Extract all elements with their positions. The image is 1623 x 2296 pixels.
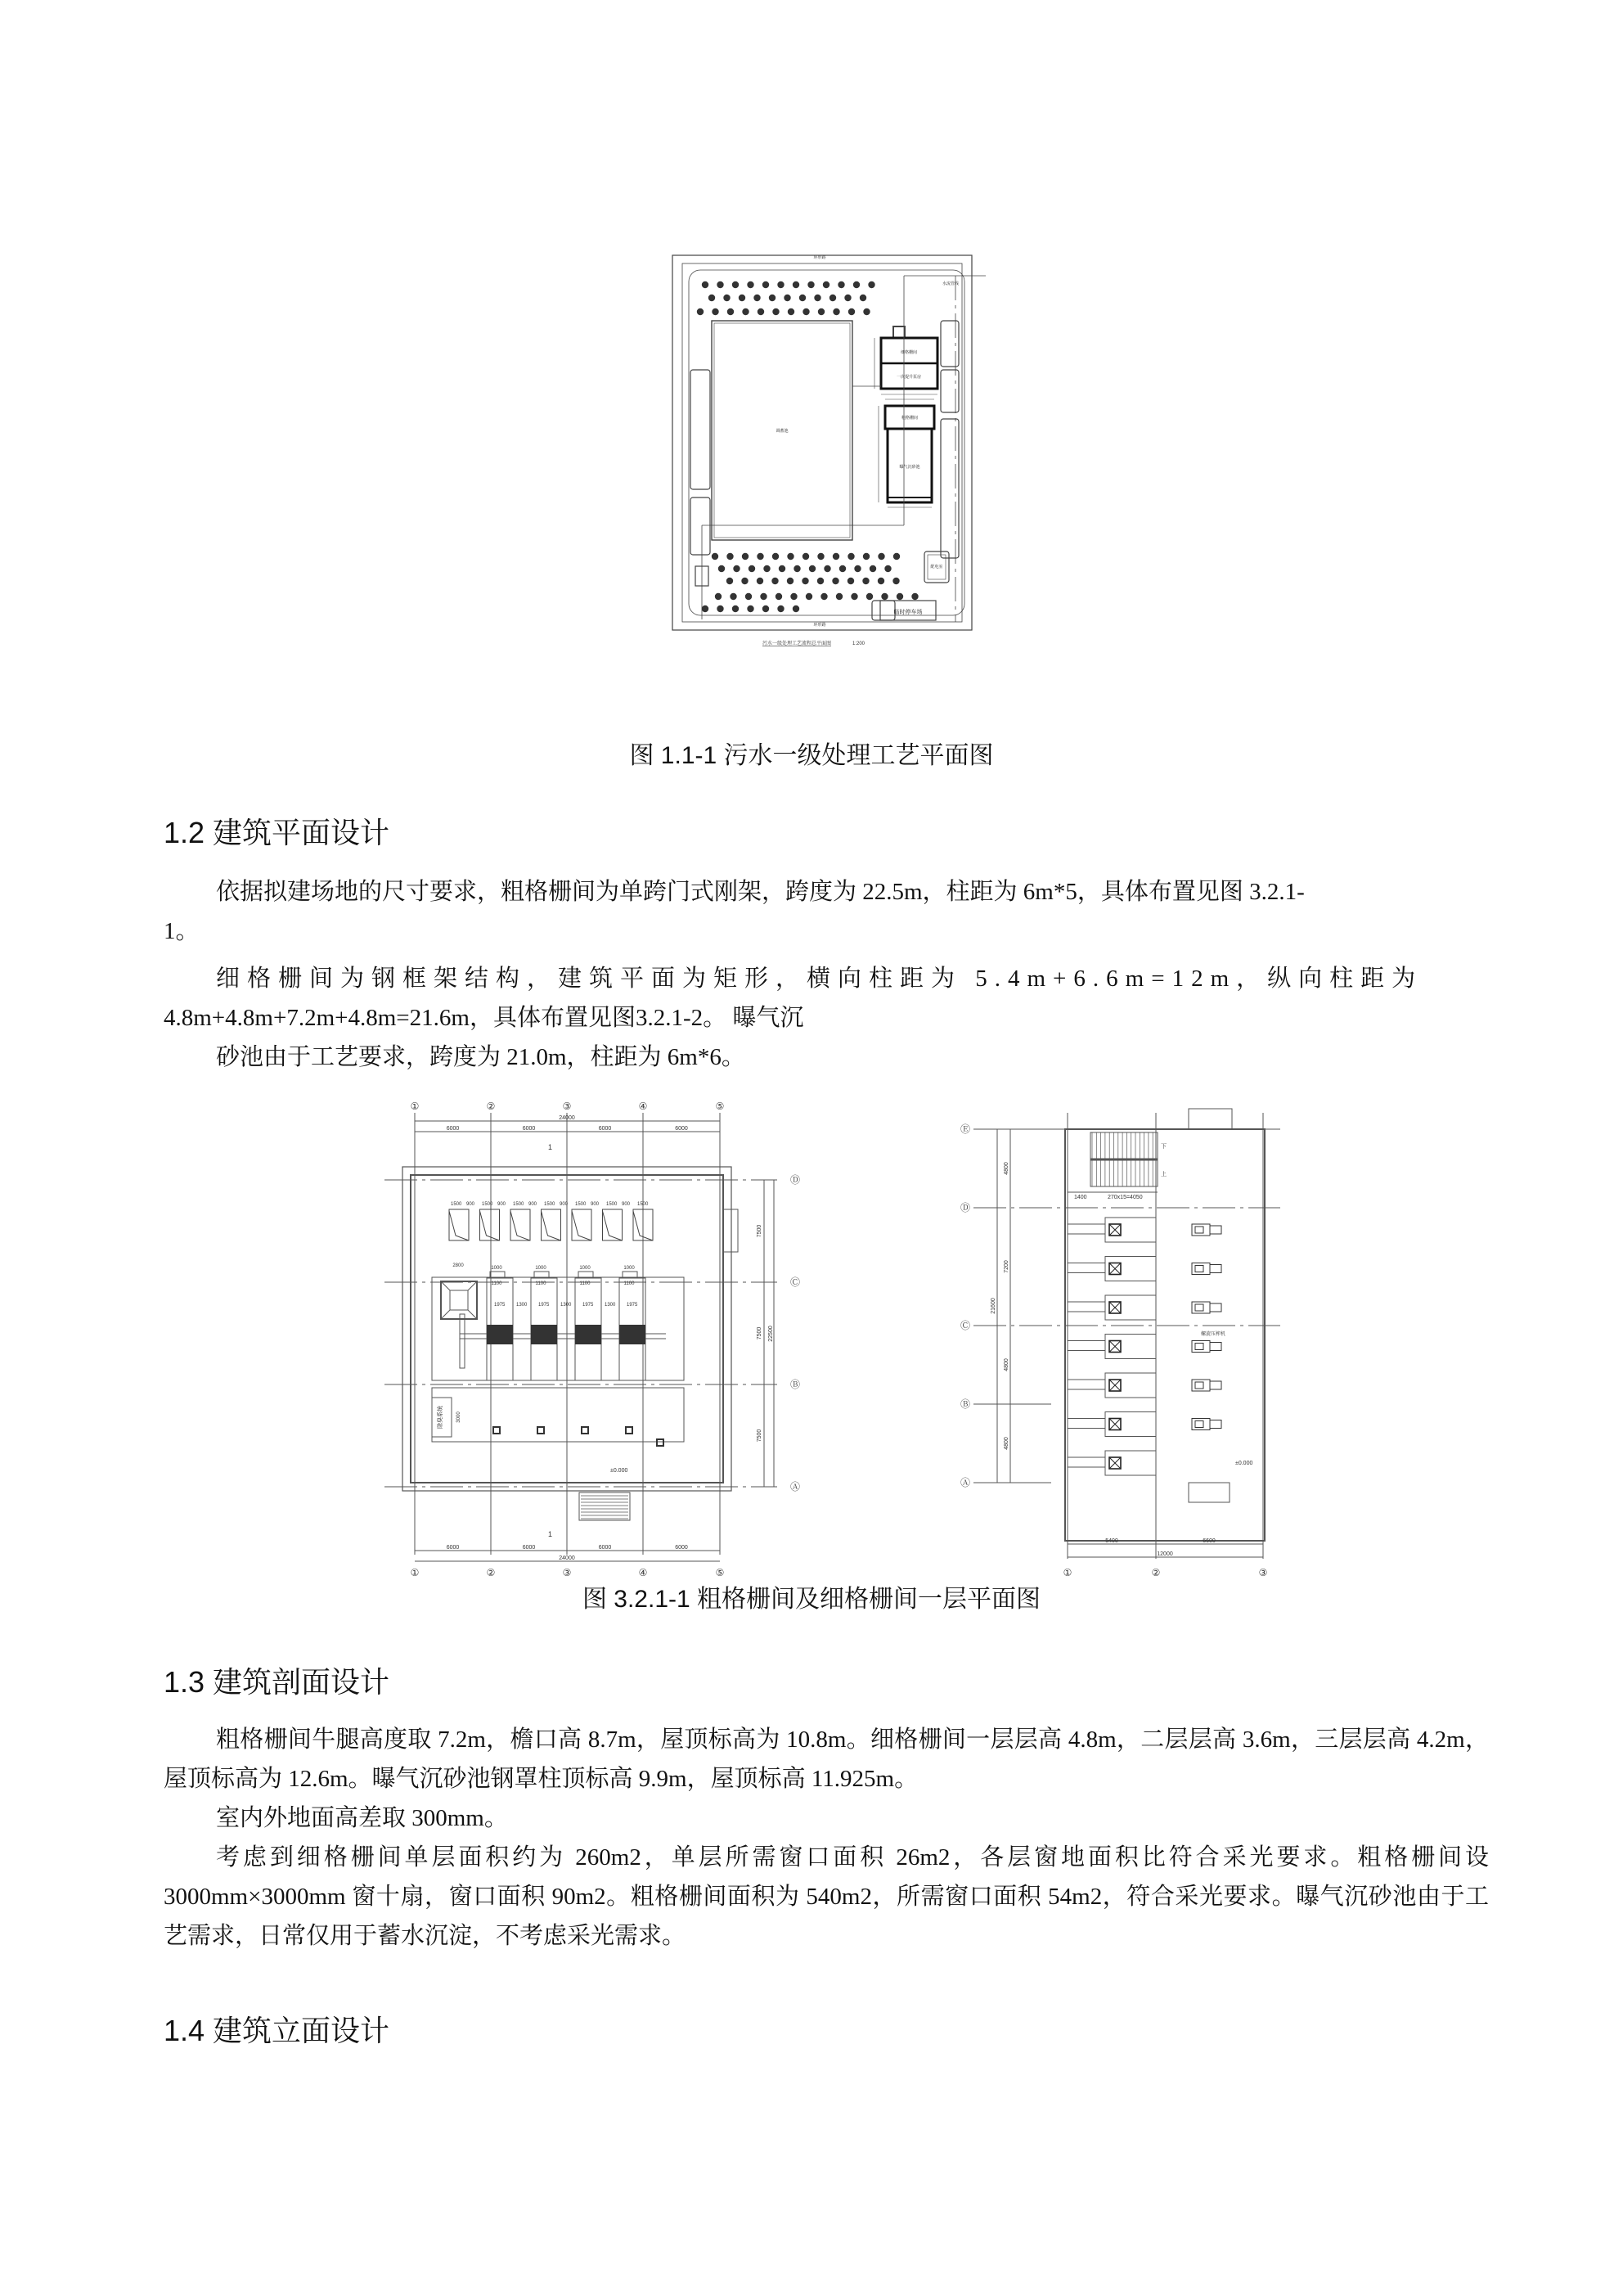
- dim-total: 24000: [559, 1115, 575, 1121]
- screen-unit: [1105, 1412, 1156, 1437]
- label-coarse-grid-room: 粗格栅间: [901, 416, 919, 421]
- tree-icon: [726, 553, 733, 560]
- tree-icon: [793, 606, 799, 612]
- pump-icon: [1192, 1263, 1221, 1275]
- section-heading-1-2: 1.2 建筑平面设计: [164, 816, 390, 849]
- tree-icon: [817, 578, 824, 584]
- tree-icon: [715, 593, 722, 600]
- screen-rack: [575, 1325, 601, 1344]
- tree-icon: [863, 308, 870, 315]
- side-door: [723, 1209, 738, 1252]
- tree-icon: [844, 295, 851, 301]
- tree-icon: [741, 578, 748, 584]
- tree-icon: [884, 565, 891, 572]
- left-green-strip-2: [690, 497, 710, 555]
- dim-total: 24000: [559, 1555, 575, 1561]
- label-ring-road-bottom: 环形路: [813, 623, 826, 628]
- tree-icon: [847, 553, 854, 560]
- screen-box-icon: [1109, 1224, 1121, 1236]
- axis-label-left: Ⓔ: [960, 1123, 971, 1135]
- screen-unit: [1105, 1451, 1156, 1475]
- tree-icon: [836, 593, 843, 600]
- tree-icon: [777, 606, 784, 612]
- tree-icon: [757, 553, 763, 560]
- paragraph-1-3-c: 考虑到细格栅间单层面积约为 260m2，单层所需窗口面积 26m2，各层窗地面积比符合采光要求。粗格栅间设 3000mm×3000mm 窗十扇，窗口面积 90m2。粗格栅间面积为 540m2，所需窗口面积 54m2，符合采光要求。曝气沉砂池由于工艺需求，日常仅用于蓄水沉淀，不考虑采光需求。: [164, 1844, 1489, 1949]
- dim-row: 4800: [1004, 1437, 1009, 1450]
- coarse-grid-drawing: [384, 1088, 843, 1579]
- fine-grid-drawing: [957, 1088, 1317, 1579]
- screw-press: [1189, 1483, 1230, 1502]
- dim-bay: 6000: [675, 1126, 688, 1132]
- label-main-pool: 调蓄池: [776, 429, 789, 434]
- tree-icon: [833, 553, 839, 560]
- paragraph-1-2-b: 细格栅间为钢框架结构，建筑平面为矩形，横向柱距为 5.4m+6.6m=12m，纵向柱距为: [216, 966, 1423, 992]
- tree-icon: [788, 308, 794, 315]
- dim-channel: 1975: [627, 1303, 638, 1308]
- tree-icon: [868, 281, 874, 288]
- tree-icon: [818, 308, 825, 315]
- tree-icon: [848, 308, 855, 315]
- column-icon: [657, 1439, 663, 1446]
- dim-channel: 1975: [494, 1303, 506, 1308]
- tree-icon: [762, 606, 769, 612]
- tree-icon: [758, 308, 764, 315]
- screen-unit: [1105, 1373, 1156, 1398]
- tree-icon: [772, 308, 779, 315]
- screen-box-icon: [1109, 1302, 1121, 1313]
- dim-window: 900: [528, 1202, 537, 1207]
- tree-icon: [790, 593, 797, 600]
- section-heading-1-4: 1.4 建筑立面设计: [164, 2014, 390, 2047]
- tree-icon: [803, 308, 809, 315]
- dim-bay: 6000: [522, 1126, 536, 1132]
- dim-window: 1500: [513, 1202, 524, 1207]
- pump-icon: [1192, 1341, 1221, 1353]
- tree-icon: [747, 606, 753, 612]
- figure-2-caption: 图 3.2.1-1 粗格栅间及细格栅间一层平面图: [582, 1586, 1041, 1613]
- sewage-well: [893, 326, 905, 338]
- dim-window: 900: [497, 1202, 506, 1207]
- tree-icon: [897, 593, 903, 600]
- tree-icon: [760, 593, 767, 600]
- paragraph-1-3-b: 室内外地面高差取 300mm。: [216, 1805, 508, 1831]
- axis-label-right: Ⓓ: [790, 1174, 801, 1186]
- dim-bay: 6000: [598, 1545, 612, 1551]
- screen-rack: [487, 1325, 513, 1344]
- dim-channel: 1300: [605, 1303, 616, 1308]
- window: [480, 1209, 500, 1240]
- entrance-stair: [579, 1492, 630, 1520]
- window-swing: [572, 1211, 591, 1240]
- label-pump-room: 一次提升泵房: [896, 375, 922, 380]
- dim-window: 1500: [606, 1202, 618, 1207]
- tree-icon: [717, 606, 723, 612]
- dim-bay: 6000: [522, 1545, 536, 1551]
- tree-icon: [776, 593, 782, 600]
- tree-icon: [718, 565, 725, 572]
- axis-label-left: Ⓒ: [960, 1320, 971, 1331]
- dim-bay: 6000: [598, 1126, 612, 1132]
- axis-label-bottom: ④: [638, 1567, 648, 1578]
- tree-icon: [730, 593, 736, 600]
- axis-label-bottom: ②: [486, 1567, 496, 1578]
- tree-icon: [862, 578, 869, 584]
- tree-icon: [732, 281, 739, 288]
- label-temp-parking: 临时停车场: [893, 610, 923, 615]
- stair-down: 下: [1161, 1144, 1167, 1150]
- tree-icon: [838, 281, 844, 288]
- figure-coarse-grid-plan: [384, 1088, 843, 1579]
- tree-icon: [712, 308, 718, 315]
- fine-outer-wall: [1065, 1129, 1265, 1541]
- tree-icon: [853, 281, 860, 288]
- paragraph-1-2-c: 砂池由于工艺要求，跨度为 21.0m，柱距为 6m*6。: [216, 1044, 745, 1070]
- window: [542, 1209, 561, 1240]
- dim-bay: 6000: [446, 1126, 460, 1132]
- window-swing: [510, 1211, 530, 1240]
- dim-gate-b: 1100: [623, 1281, 635, 1286]
- site-plan-drawing: [664, 247, 988, 746]
- tree-icon: [757, 578, 763, 584]
- tree-icon: [733, 565, 740, 572]
- drawing-scale: 1:200: [852, 642, 865, 646]
- tree-icon: [814, 295, 820, 301]
- window: [603, 1209, 623, 1240]
- tree-icon: [817, 553, 824, 560]
- axis-label-top: ③: [562, 1101, 572, 1112]
- tree-icon: [892, 578, 899, 584]
- paragraph-1-2-b-cont: 4.8m+4.8m+7.2m+4.8m=21.6m，具体布置见图3.2.1-2。 曝气沉: [164, 1005, 804, 1031]
- section-heading-1-3: 1.3 建筑剖面设计: [164, 1665, 390, 1699]
- tree-icon: [769, 295, 776, 301]
- label-fine-grid-room: 细格栅间: [900, 350, 918, 355]
- tree-icon: [742, 308, 749, 315]
- label-water-pipe: 水流管线: [942, 281, 960, 286]
- dim-bay: 6000: [446, 1545, 460, 1551]
- tree-icon: [702, 281, 708, 288]
- dim-stair: 270x15=4050: [1108, 1195, 1143, 1200]
- tree-icon: [732, 606, 739, 612]
- window-row: [449, 1209, 653, 1240]
- paragraph-1-3-a: 粗格栅间牛腿高度取 7.2m，檐口高 8.7m，屋顶标高为 10.8m。细格栅间一层层高 4.8m，二层层高 3.6m，三层层高 4.2m，屋顶标高为 12.6m。曝气沉砂池钢罩柱顶标高 9.9m，屋顶标高 11.925m。: [164, 1727, 1489, 1792]
- dim-stair: 1400: [1074, 1195, 1087, 1200]
- tree-icon: [854, 565, 861, 572]
- tree-icon: [820, 593, 827, 600]
- tree-icon: [870, 565, 876, 572]
- elevation-mark: ±0.000: [610, 1468, 628, 1474]
- pump-icon: [1192, 1419, 1221, 1430]
- dim-gate: 1000: [535, 1266, 546, 1271]
- tree-icon: [708, 295, 715, 301]
- dim-window: 1500: [575, 1202, 587, 1207]
- dim-window: 1500: [482, 1202, 493, 1207]
- screen-unit: [1105, 1295, 1156, 1320]
- dim-gate: 1000: [579, 1266, 591, 1271]
- tree-rows: [697, 281, 922, 612]
- dim-bay-x: 6600: [1203, 1538, 1216, 1544]
- axis-label-bottom: ⑤: [715, 1567, 725, 1578]
- dim-hopper: 2800: [452, 1263, 464, 1268]
- dim-gate: 1000: [623, 1266, 635, 1271]
- screen-box-icon: [1109, 1457, 1121, 1469]
- tree-icon: [772, 553, 779, 560]
- tree-icon: [739, 295, 745, 301]
- axis-label-left: Ⓐ: [960, 1477, 971, 1488]
- column-icon: [493, 1427, 500, 1434]
- dim-window: 900: [591, 1202, 600, 1207]
- dim-channel: 1975: [582, 1303, 594, 1308]
- tree-icon: [878, 553, 884, 560]
- axis-label-right: Ⓒ: [790, 1276, 801, 1288]
- tree-icon: [771, 578, 778, 584]
- tree-icon: [723, 295, 730, 301]
- axis-label-right: Ⓑ: [790, 1379, 801, 1390]
- label-distribution-room: 配电室: [930, 565, 943, 569]
- axis-label-left: Ⓑ: [960, 1398, 971, 1410]
- screen-rack: [619, 1325, 645, 1344]
- window: [572, 1209, 591, 1240]
- tree-icon: [794, 565, 800, 572]
- tree-icon: [763, 565, 770, 572]
- tree-icon: [777, 281, 784, 288]
- dim-window: 1500: [451, 1202, 462, 1207]
- tree-icon: [809, 565, 816, 572]
- axis-label-bottom: ②: [1151, 1567, 1161, 1578]
- dim-row: 4800: [1004, 1162, 1009, 1175]
- window-swing: [480, 1211, 500, 1240]
- column-icon: [626, 1427, 632, 1434]
- window-swing: [603, 1211, 623, 1240]
- paragraph-1-2-a-cont: 1。: [164, 918, 200, 944]
- axis-label-left: Ⓓ: [960, 1202, 971, 1213]
- bottom-building: [872, 601, 895, 620]
- dim-window: 900: [560, 1202, 569, 1207]
- room-label: 除臭系统: [438, 1406, 443, 1429]
- tree-icon: [911, 593, 918, 600]
- dim-gate: 1000: [491, 1266, 502, 1271]
- pump-icon: [1192, 1380, 1221, 1391]
- dim-row: 7500: [757, 1224, 762, 1238]
- pump-icon: [1192, 1302, 1221, 1313]
- tree-icon: [839, 565, 846, 572]
- screen-unit: [1105, 1218, 1156, 1242]
- tree-icon: [762, 281, 769, 288]
- dim-channel: 1975: [538, 1303, 550, 1308]
- axis-label-top: ②: [486, 1101, 496, 1112]
- axis-label-bottom: ①: [410, 1567, 420, 1578]
- tree-icon: [712, 553, 718, 560]
- paragraph-1-2-a: 依据拟建场地的尺寸要求，粗格栅间为单跨门式刚架，跨度为 22.5m，柱距为 6m*5，具体布置见图 3.2.1-: [216, 879, 1305, 905]
- elevation-mark: ±0.000: [1235, 1461, 1253, 1466]
- screen-unit: [1105, 1257, 1156, 1281]
- window-swing: [449, 1211, 469, 1240]
- lower-zone: [432, 1388, 684, 1442]
- dim-channel: 1300: [516, 1303, 528, 1308]
- tree-icon: [787, 578, 794, 584]
- left-green-strip-1: [690, 370, 710, 489]
- section-mark: 1: [548, 1143, 553, 1151]
- tree-icon: [893, 553, 900, 560]
- tree-icon: [878, 578, 884, 584]
- dim-row: 7500: [757, 1326, 762, 1340]
- axis-label-bottom: ③: [1258, 1567, 1268, 1578]
- stair-up: 上: [1161, 1172, 1167, 1177]
- tree-icon: [742, 553, 749, 560]
- screen-box-icon: [1109, 1263, 1121, 1275]
- tree-icon: [799, 295, 806, 301]
- axis-label-top: ①: [410, 1101, 420, 1112]
- tree-icon: [779, 565, 785, 572]
- tree-icon: [787, 553, 794, 560]
- screen-box-icon: [1109, 1341, 1121, 1353]
- tree-icon: [697, 308, 704, 315]
- dim-gate-b: 1100: [491, 1281, 502, 1286]
- dim-depth: 22500: [768, 1326, 774, 1342]
- tree-icon: [866, 593, 873, 600]
- figure-1-caption: 图 1.1-1 污水一级处理工艺平面图: [629, 742, 994, 769]
- tree-icon: [833, 308, 839, 315]
- window: [510, 1209, 530, 1240]
- tree-icon: [747, 281, 753, 288]
- tree-icon: [717, 281, 723, 288]
- screen-unit: [1105, 1335, 1156, 1359]
- axis-label-top: ④: [638, 1101, 648, 1112]
- axis-label-right: Ⓐ: [790, 1481, 801, 1492]
- tree-icon: [702, 606, 708, 612]
- channel-zone: [432, 1277, 684, 1380]
- screen-box-icon: [1109, 1419, 1121, 1430]
- tree-icon: [832, 578, 838, 584]
- tree-icon: [829, 295, 836, 301]
- roof-hatch: [1189, 1109, 1232, 1129]
- dim-gate-b: 1100: [579, 1281, 591, 1286]
- tree-icon: [851, 593, 857, 600]
- tree-icon: [753, 295, 760, 301]
- axis-label-bottom: ③: [562, 1567, 572, 1578]
- tree-icon: [807, 281, 814, 288]
- tree-icon: [802, 578, 808, 584]
- dim-total-y: 21600: [991, 1298, 996, 1314]
- figure-fine-grid-plan: [957, 1088, 1317, 1579]
- axis-label-top: ⑤: [715, 1101, 725, 1112]
- tree-icon: [749, 565, 755, 572]
- tree-icon: [824, 565, 830, 572]
- screen-box-icon: [1109, 1380, 1121, 1391]
- dim-window: 1500: [637, 1202, 649, 1207]
- equipment-label: 螺旋压榨机: [1201, 1332, 1226, 1337]
- screen-rack: [531, 1325, 557, 1344]
- dim-gate-b: 1100: [535, 1281, 546, 1286]
- tree-icon: [803, 553, 809, 560]
- pump-icon: [1192, 1224, 1221, 1236]
- window: [449, 1209, 469, 1240]
- tree-icon: [881, 593, 888, 600]
- tree-icon: [860, 295, 866, 301]
- dim-window: 900: [622, 1202, 631, 1207]
- label-grit-chamber: 曝气沉砂池: [899, 465, 920, 470]
- dim-room: 3000: [456, 1411, 461, 1423]
- dim-row: 7200: [1004, 1260, 1009, 1273]
- section-mark: 1: [548, 1530, 553, 1538]
- screen-units: [1068, 1218, 1221, 1475]
- column-icon: [537, 1427, 544, 1434]
- tree-icon: [823, 281, 829, 288]
- dim-row: 7500: [757, 1429, 762, 1443]
- tree-icon: [793, 281, 799, 288]
- figure-site-plan: [664, 247, 988, 746]
- tree-icon: [726, 578, 733, 584]
- column-icon: [582, 1427, 588, 1434]
- window-swing: [542, 1211, 561, 1240]
- tree-icon: [727, 308, 734, 315]
- tree-icon: [847, 578, 854, 584]
- dim-window: 1500: [544, 1202, 555, 1207]
- dim-bay: 6000: [675, 1545, 688, 1551]
- axis-label-bottom: ①: [1063, 1567, 1072, 1578]
- tree-icon: [784, 295, 790, 301]
- dim-bay-x: 5400: [1105, 1538, 1118, 1544]
- tree-icon: [863, 553, 870, 560]
- dim-row: 4800: [1004, 1358, 1009, 1371]
- ring-road-inner: [689, 270, 964, 615]
- dim-channel: 1300: [560, 1303, 572, 1308]
- dim-window: 900: [466, 1202, 475, 1207]
- label-ring-road-top: 环形路: [813, 255, 826, 260]
- drawing-title: 污水一级处理工艺流程总平面图: [762, 642, 832, 646]
- tree-icon: [806, 593, 812, 600]
- dim-total-x: 12000: [1157, 1551, 1173, 1557]
- tree-icon: [745, 593, 752, 600]
